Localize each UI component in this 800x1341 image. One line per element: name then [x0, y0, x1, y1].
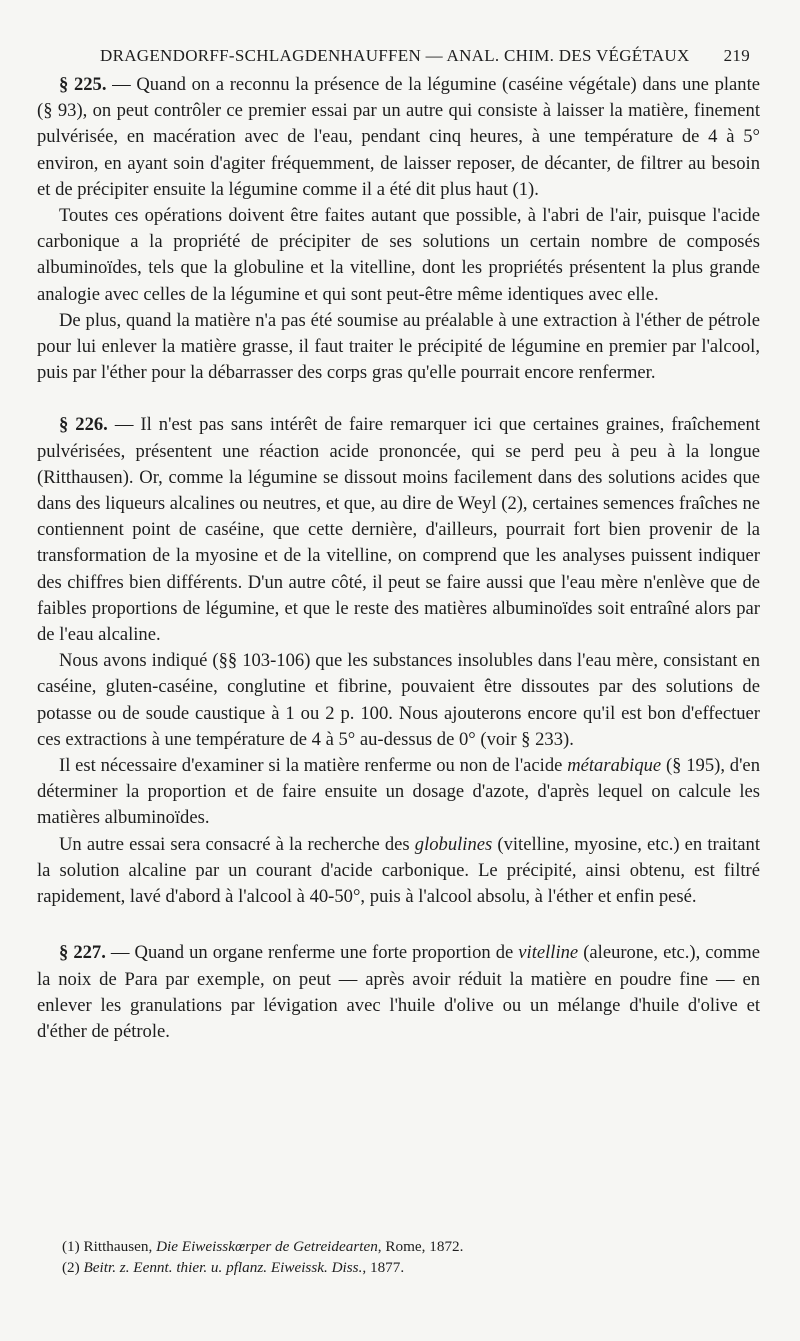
paragraph-text: (§ 195), d'en déterminer la proportion et de faire ensuite un dosage d'azote, d'après lequel on calcule les matières albuminoïdes.: [37, 755, 760, 829]
paragraph-text: Un autre essai sera consacré à la recherche des: [59, 833, 415, 855]
footnote-text: Ritthausen,: [79, 1238, 157, 1255]
section-mark-226: § 226.: [59, 414, 108, 436]
paragraph-225-2: Toutes ces opérations doivent être faites autant que possible, à l'abri de l'air, puisque l'acide carbonique a la propriété de précipiter de ses solutions un certain nombre de composés albuminoïdes, tels que la globuline et la vitelline, dont les propriétés présentent la plus grande analogie avec celles de la légumine et qui sont peut-être même identiques avec elle.: [37, 205, 760, 305]
paragraph-text: — Quand un organe renferme une forte proportion de: [105, 942, 519, 964]
paragraph-226-2: Nous avons indiqué (§§ 103-106) que les substances insolubles dans l'eau mère, consistant en caséine, gluten-caséine, conglutine et fibrine, pouvaient être dissoutes par des solutions de potasse ou de soude caustique à 1 ou 2 p. 100. Nous ajouterons encore qu'il est bon d'effectuer ces extractions à une température de 4 à 5° au-dessus de 0° (voir § 233).: [37, 650, 760, 750]
section-mark-225: § 225.: [59, 74, 107, 95]
paragraph-225-3: De plus, quand la matière n'a pas été soumise au préalable à une extraction à l'éther de pétrole pour lui enlever la matière grasse, il faut traiter le précipité de légumine en premier par l'alcool, puis par l'éther pour la débarrasser des corps gras qu'elle pourrait encore renfermer.: [37, 309, 760, 384]
paragraph-226-3: [37, 753, 760, 832]
paragraph-226-1: [37, 412, 760, 648]
emphasis-term: vitelline: [518, 942, 579, 964]
paragraph-text: — Il n'est pas sans intérêt de faire remarquer ici que certaines graines, fraîchement pulvérisées, présentent une réaction acide prononcée, qui se perd peu à peu à la longue (Ritthausen). Or, comme la légumine se dissout moins facilement dans des solutions acides que dans des liqueurs alcalines ou neutres, et que, au dire de Weyl (2), certaines semences fraîches ne contiennent point de caséine, que cette dernière, d'ailleurs, pourrait fort bien provenir de la transformation de la myosine et de la vitelline, on comprend que les analyses puissent indiquer des chiffres bien différents. D'un autre côté, il peut se faire aussi que l'eau mère n'enlève que de faibles proportions de légumine, et que le reste des matières albuminoïdes soit entraîné alors par de l'eau alcaline.: [37, 414, 761, 646]
footnote-mark: (1): [62, 1238, 80, 1255]
paragraph-text: — Quand on a reconnu la présence de la légumine (caséine végétale) dans une plante (§ 93), on peut contrôler ce premier essai par un autre qui consiste à laisser la matière, finement pulvérisée, en macération avec de l'eau, pendant cinq heures, à une température de 4 à 5° environ, en ayant soin d'agiter fréquemment, de laisser reposer, de décanter, de filtrer au besoin et de précipiter ensuite la légumine comme il a été dit plus haut (1).: [37, 74, 761, 200]
footnote-text: , 1877.: [362, 1259, 405, 1276]
footnote-mark: (2): [62, 1259, 80, 1276]
footnotes: [37, 1236, 760, 1278]
section-mark-227: § 227.: [59, 942, 106, 964]
paragraph-225-1: [37, 72, 760, 203]
footnote-title: Die Eiweisskœrper de Getreidearten: [156, 1238, 378, 1255]
paragraph-227-1: [37, 940, 760, 1045]
emphasis-term: globulines: [414, 833, 493, 855]
page: [37, 40, 760, 1045]
paragraph-text: (vitelline, myosine, etc.) en traitant la solution alcaline par un courant d'acide carbonique. Le précipité, ainsi obtenu, est filtré rapidement, lavé d'abord à l'alcool à 40-50°, puis à l'alcool absolu, à l'éther et enfin pesé.: [37, 833, 761, 908]
footnote-1: [37, 1236, 760, 1257]
footnote-title: Beitr. z. Eennt. thier. u. pflanz. Eiweissk. Diss.: [79, 1259, 363, 1276]
running-header: [37, 40, 760, 68]
paragraph-text: (aleurone, etc.), comme la noix de Para par exemple, on peut — après avoir réduit la matière en poudre fine — en enlever les granulations par lévigation avec l'huile d'olive ou un mélange d'huile d'olive et d'éther de pétrole.: [37, 942, 760, 1042]
paragraph-text: Il est nécessaire d'examiner si la matière renferme ou non de l'acide: [59, 755, 568, 777]
paragraph-226-4: [37, 832, 760, 911]
emphasis-term: métarabique: [567, 755, 662, 777]
body-text: [37, 72, 760, 1045]
footnote-text: , Rome, 1872.: [377, 1238, 464, 1255]
footnote-2: [37, 1257, 760, 1278]
page-number: 219: [723, 46, 750, 65]
running-title: DRAGENDORFF-SCHLAGDENHAUFFEN — ANAL. CHIM. DES VÉGÉTAUX: [100, 46, 690, 65]
